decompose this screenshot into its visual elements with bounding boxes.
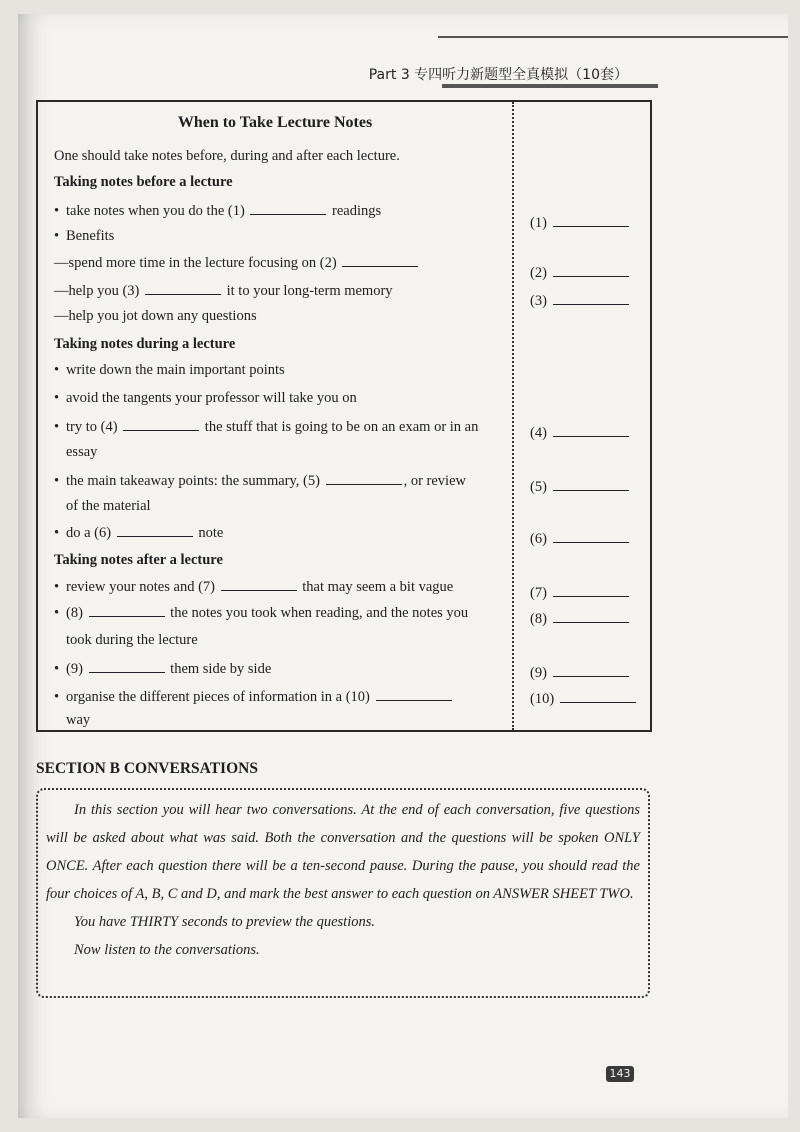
item-10-cont: way [66, 712, 91, 728]
answer-line[interactable] [553, 422, 629, 437]
item-questions: —help you jot down any questions [54, 308, 257, 324]
item-text: —spend more time in the lecture focusing on (2) [54, 255, 337, 271]
bullet: • [54, 689, 60, 705]
blank-3[interactable] [145, 280, 221, 295]
book-page [18, 14, 788, 1118]
item-text: the stuff that is going to be on an exam or in an [204, 419, 479, 435]
item-benefits [54, 226, 494, 246]
header-rule [442, 84, 658, 88]
item-9 [54, 658, 494, 679]
lecture-notes-table [36, 100, 652, 732]
running-header: Part 3 专四听力新题型全真模拟（10套） [368, 67, 628, 83]
item-text: Benefits [66, 228, 115, 244]
item-4 [54, 416, 494, 437]
item-8-cont: took during the lecture [66, 632, 198, 648]
answer-2[interactable] [530, 262, 631, 283]
answer-line[interactable] [553, 476, 629, 491]
heading-during-lecture: Taking notes during a lecture [54, 336, 236, 352]
instructions-listen: Now listen to the conversations. [74, 942, 260, 958]
item-3 [54, 280, 494, 301]
answer-label: (4) [530, 425, 547, 441]
blank-8[interactable] [89, 602, 165, 617]
answer-9[interactable] [530, 662, 631, 683]
blank-2[interactable] [342, 252, 418, 267]
item-text: take notes when you do the (1) [66, 203, 245, 219]
item-text: review your notes and (7) [66, 579, 215, 595]
answer-1[interactable] [530, 212, 631, 233]
heading-after-lecture: Taking notes after a lecture [54, 552, 223, 568]
bullet: • [54, 390, 60, 406]
answer-line[interactable] [553, 290, 629, 305]
item-6 [54, 522, 494, 543]
item-text: the notes you took when reading, and the notes you [170, 605, 469, 621]
answer-8[interactable] [530, 608, 631, 629]
item-text: (9) [66, 661, 83, 677]
blank-10[interactable] [376, 686, 452, 701]
instructions-preview: You have THIRTY seconds to preview the questions. [74, 914, 375, 930]
blank-4[interactable] [123, 416, 199, 431]
top-rule [438, 36, 788, 38]
instructions-paragraph: In this section you will hear two conversations. At the end of each conversation, five questions will be asked about what was said. Both the conversation and the questions will be spoken ONLY ONCE. After each question there will be a ten-second pause. During the pause, you should read the four choices of A, B, C and D, and mark the best answer to each question on ANSWER SHEET TWO. [46, 802, 640, 902]
answer-label: (5) [530, 479, 547, 495]
answer-6[interactable] [530, 528, 631, 549]
instructions-box [36, 788, 650, 998]
answer-5[interactable] [530, 476, 631, 497]
bullet: • [54, 579, 60, 595]
item-4-cont: essay [66, 444, 98, 460]
item-text: the main takeaway points: the summary, (5) [66, 473, 320, 489]
answer-label: (9) [530, 665, 547, 681]
bullet: • [54, 525, 60, 541]
answer-7[interactable] [530, 582, 631, 603]
item-5 [54, 470, 494, 491]
answer-line[interactable] [553, 262, 629, 277]
item-8 [54, 602, 494, 623]
bullet: • [54, 203, 60, 219]
answer-label: (1) [530, 215, 547, 231]
blank-1[interactable] [250, 200, 326, 215]
item-text: write down the main important points [66, 362, 285, 378]
item-main-points [54, 360, 494, 380]
bullet: • [54, 419, 60, 435]
item-10 [54, 686, 494, 707]
column-divider [512, 102, 514, 730]
answer-label: (6) [530, 531, 547, 547]
answer-label: (8) [530, 611, 547, 627]
blank-6[interactable] [117, 522, 193, 537]
answer-line[interactable] [553, 662, 629, 677]
item-text: them side by side [170, 661, 272, 677]
answer-line[interactable] [560, 688, 636, 703]
item-5-cont: of the material [66, 498, 151, 514]
item-text: it to your long-term memory [226, 283, 393, 299]
item-7 [54, 576, 494, 597]
answer-4[interactable] [530, 422, 631, 443]
notes-intro: One should take notes before, during and after each lecture. [54, 148, 400, 164]
bullet: • [54, 661, 60, 677]
answer-label: (3) [530, 293, 547, 309]
item-text: organise the different pieces of information in a (10) [66, 689, 370, 705]
bullet: • [54, 362, 60, 378]
heading-before-lecture: Taking notes before a lecture [54, 174, 233, 190]
item-tangents [54, 388, 494, 408]
answer-label: (2) [530, 265, 547, 281]
item-text: readings [332, 203, 382, 219]
blank-5[interactable] [326, 470, 402, 485]
notes-title: When to Take Lecture Notes [177, 114, 373, 131]
item-text: try to (4) [66, 419, 118, 435]
page-number: 143 [606, 1066, 634, 1082]
answer-line[interactable] [553, 528, 629, 543]
item-text: (8) [66, 605, 83, 621]
item-text: that may seem a bit vague [302, 579, 454, 595]
item-text: note [198, 525, 224, 541]
item-text: , or review [403, 473, 466, 489]
item-1 [54, 200, 494, 221]
answer-label: (10) [530, 691, 555, 707]
answer-line[interactable] [553, 212, 629, 227]
blank-9[interactable] [89, 658, 165, 673]
bullet: • [54, 228, 60, 244]
item-2 [54, 252, 494, 273]
section-b-title: SECTION B CONVERSATIONS [36, 760, 258, 777]
item-text: —help you (3) [54, 283, 140, 299]
item-text: do a (6) [66, 525, 112, 541]
bullet: • [54, 473, 60, 489]
answer-label: (7) [530, 585, 547, 601]
blank-7[interactable] [221, 576, 297, 591]
answer-3[interactable] [530, 290, 631, 311]
answer-line[interactable] [553, 608, 629, 623]
answer-10[interactable] [530, 688, 638, 709]
item-text: avoid the tangents your professor will take you on [66, 390, 357, 406]
answer-line[interactable] [553, 582, 629, 597]
bullet: • [54, 605, 60, 621]
